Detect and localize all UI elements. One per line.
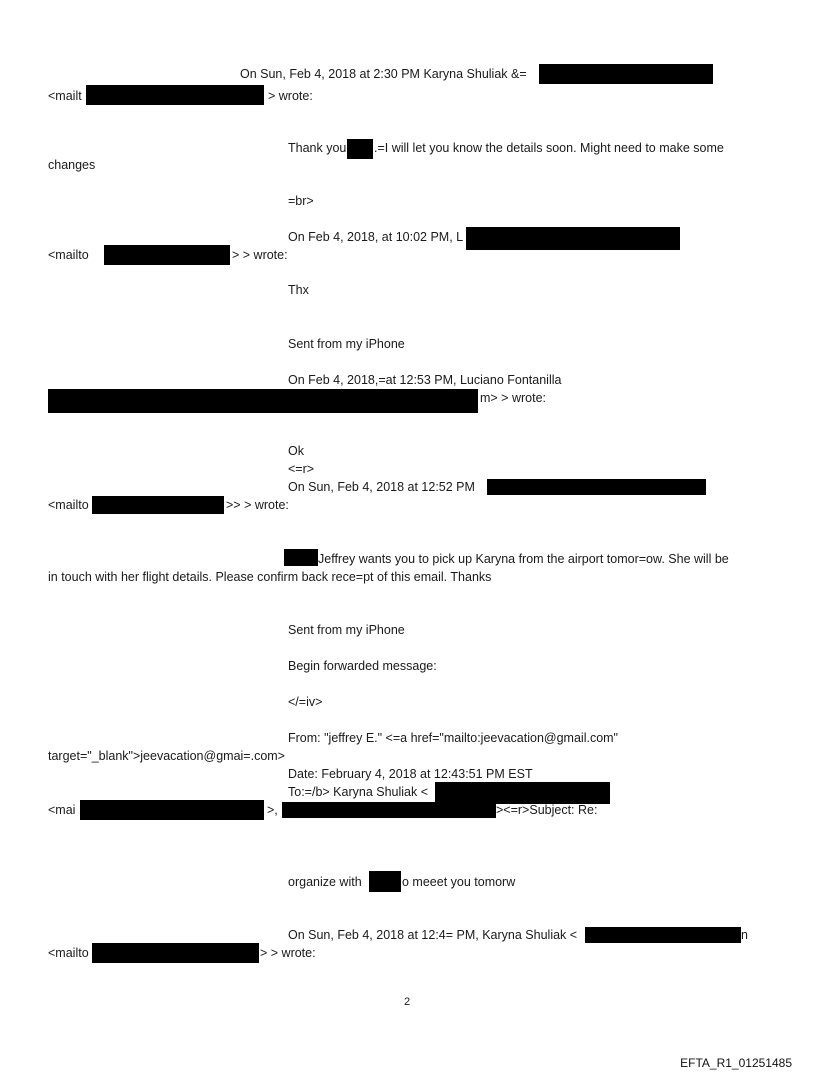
wrote-text: > > wrote: <box>260 946 316 960</box>
email-header-line: On Sun, Feb 4, 2018 at 12:52 PM <box>288 480 475 494</box>
redaction-block <box>282 802 496 818</box>
redaction-block <box>48 389 478 413</box>
redaction-block <box>80 800 264 820</box>
body-text: .=I will let you know the details soon. Might need to make some <box>374 141 724 155</box>
redaction-block <box>92 943 259 963</box>
mailto-fragment: <mailt <box>48 89 82 103</box>
html-artifact: </=iv> <box>288 695 323 709</box>
document-id: EFTA_R1_01251485 <box>680 1056 792 1070</box>
date-line: Date: February 4, 2018 at 12:43:51 PM EST <box>288 767 533 781</box>
body-text: in touch with her flight details. Please confirm back rece=pt of this email. Thanks <box>48 570 492 584</box>
redaction-block <box>435 782 610 804</box>
page-number: 2 <box>404 996 411 1008</box>
redaction-block <box>347 139 373 159</box>
redaction-block <box>369 871 401 892</box>
email-header-line: On Feb 4, 2018, at 10:02 PM, L <box>288 230 464 244</box>
forward-label: Begin forwarded message: <box>288 659 437 673</box>
email-header-line: n <box>741 928 748 942</box>
redaction-block <box>86 85 264 105</box>
to-line: To:=/b> Karyna Shuliak < <box>288 785 429 799</box>
mailto-fragment: <mai <box>48 803 76 817</box>
wrote-text: >> > wrote: <box>226 498 289 512</box>
from-line: From: "jeffrey E." <=a href="mailto:jeevacation@gmail.com" <box>288 731 618 745</box>
redaction-block <box>92 496 224 514</box>
email-header-line: On Feb 4, 2018,=at 12:53 PM, Luciano Fontanilla <box>288 373 562 387</box>
wrote-text: > > wrote: <box>232 248 288 262</box>
email-header-line: On Sun, Feb 4, 2018 at 12:4= PM, Karyna Shuliak < <box>288 928 578 942</box>
from-line-continued: target="_blank">jeevacation@gmai=.com> <box>48 749 285 763</box>
mailto-fragment: <mailto <box>48 946 89 960</box>
separator-text: >, <box>267 803 278 817</box>
redaction-block <box>104 245 230 265</box>
body-text: Thx <box>288 283 309 297</box>
redaction-block <box>466 227 680 250</box>
body-text: changes <box>48 158 96 172</box>
html-artifact: =br> <box>288 194 314 208</box>
signature-text: Sent from my iPhone <box>288 623 405 637</box>
redaction-block <box>539 64 713 84</box>
body-text: Thank you <box>288 141 347 155</box>
body-text: o meeet you tomorw <box>402 875 516 889</box>
mailto-fragment: <mailto <box>48 498 89 512</box>
subject-line: ><=r>Subject: Re: <box>496 803 598 817</box>
redaction-block <box>487 479 706 495</box>
redaction-block <box>585 927 741 943</box>
wrote-text: m> > wrote: <box>480 391 546 405</box>
signature-text: Sent from my iPhone <box>288 337 405 351</box>
body-text: Ok <box>288 444 304 458</box>
wrote-text: > wrote: <box>268 89 313 103</box>
body-text: organize with <box>288 875 362 889</box>
html-artifact: <=r> <box>288 462 315 476</box>
redaction-block <box>284 549 318 566</box>
mailto-fragment: <mailto <box>48 248 89 262</box>
body-text: Jeffrey wants you to pick up Karyna from the airport tomor=ow. She will be <box>318 552 729 566</box>
email-header-line: On Sun, Feb 4, 2018 at 2:30 PM Karyna Shuliak &= <box>240 67 527 81</box>
